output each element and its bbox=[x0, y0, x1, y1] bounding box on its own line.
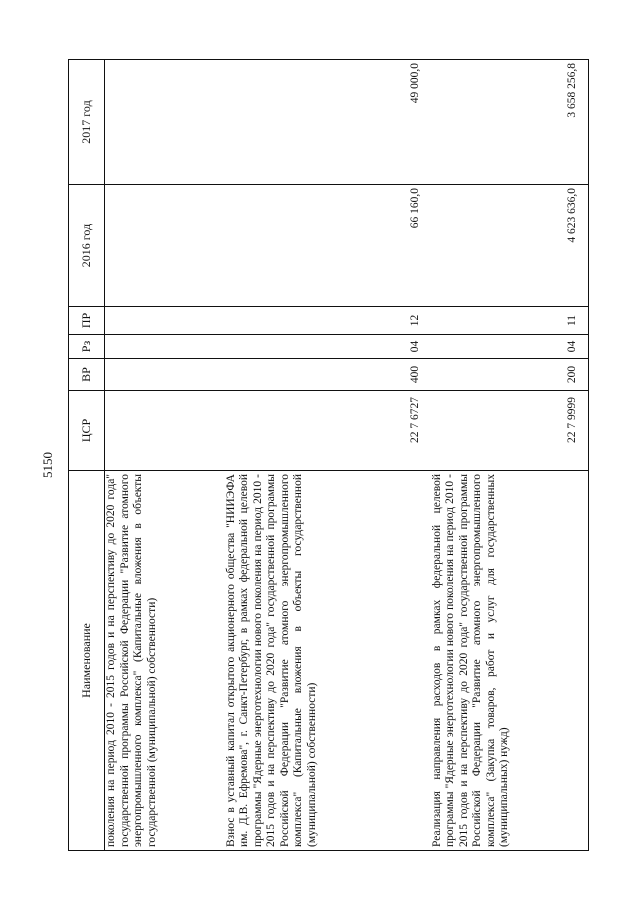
budget-table-rotated bbox=[68, 60, 589, 851]
row-rz: 04 bbox=[225, 335, 431, 359]
budget-table bbox=[68, 59, 589, 851]
header-pr: ПР bbox=[69, 307, 105, 335]
header-vr: ВР bbox=[69, 359, 105, 391]
row-2016: 4 623 636,0 bbox=[431, 185, 589, 307]
row-csr bbox=[105, 391, 225, 471]
page-number: 5150 bbox=[40, 452, 55, 478]
row-name: Реализация направления расходов в рамках федеральной целевой программы "Ядерные энерготехнологии нового поколения на период 2010 - 2015 годов и на перспективу до 2020 года" государственной программы Российской Федерации "Развитие атомного энергопромышленного комплекса" (Закупка товаров, работ и услуг для государственных (муниципальных) нужд) bbox=[431, 471, 589, 851]
row-csr: 22 7 9999 bbox=[431, 391, 589, 471]
row-pr: 12 bbox=[225, 307, 431, 335]
header-2017: 2017 год bbox=[69, 60, 105, 185]
row-name: Взнос в уставный капитал открытого акционерного общества "НИИЭФА им. Д.В. Ефремова", г. Санкт-Петербург, в рамках федеральной целевой программы "Ядерные энерготехнологии нового поколения на период 2010 - 2015 годов и на перспективу до 2020 года" государственной программы Российской Федерации "Развитие атомного энергопромышленного комплекса" (Капитальные вложения в объекты государственной (муниципальной) собственности) bbox=[225, 471, 431, 851]
row-2017: 49 000,0 bbox=[225, 60, 431, 185]
row-pr bbox=[105, 307, 225, 335]
row-2016: 66 160,0 bbox=[225, 185, 431, 307]
row-name: поколения на период 2010 - 2015 годов и на перспективу до 2020 года" государственной программы Российской Федерации "Развитие атомного энергопромышленного комплекса" (Капитальные вложения в объекты государственной (муниципальной) собственности) bbox=[105, 471, 225, 851]
row-vr bbox=[105, 359, 225, 391]
table-row bbox=[105, 60, 225, 851]
row-csr: 22 7 6727 bbox=[225, 391, 431, 471]
row-vr: 400 bbox=[225, 359, 431, 391]
row-vr: 200 bbox=[431, 359, 589, 391]
row-2016 bbox=[105, 185, 225, 307]
table-row bbox=[431, 60, 589, 851]
header-name: Наименование bbox=[69, 471, 105, 851]
table-row bbox=[225, 60, 431, 851]
header-csr: ЦСР bbox=[69, 391, 105, 471]
row-rz bbox=[105, 335, 225, 359]
table-header-row bbox=[69, 60, 105, 851]
row-rz: 04 bbox=[431, 335, 589, 359]
row-pr: 11 bbox=[431, 307, 589, 335]
header-2016: 2016 год bbox=[69, 185, 105, 307]
header-rz: Рз bbox=[69, 335, 105, 359]
row-2017: 3 658 256,8 bbox=[431, 60, 589, 185]
row-2017 bbox=[105, 60, 225, 185]
